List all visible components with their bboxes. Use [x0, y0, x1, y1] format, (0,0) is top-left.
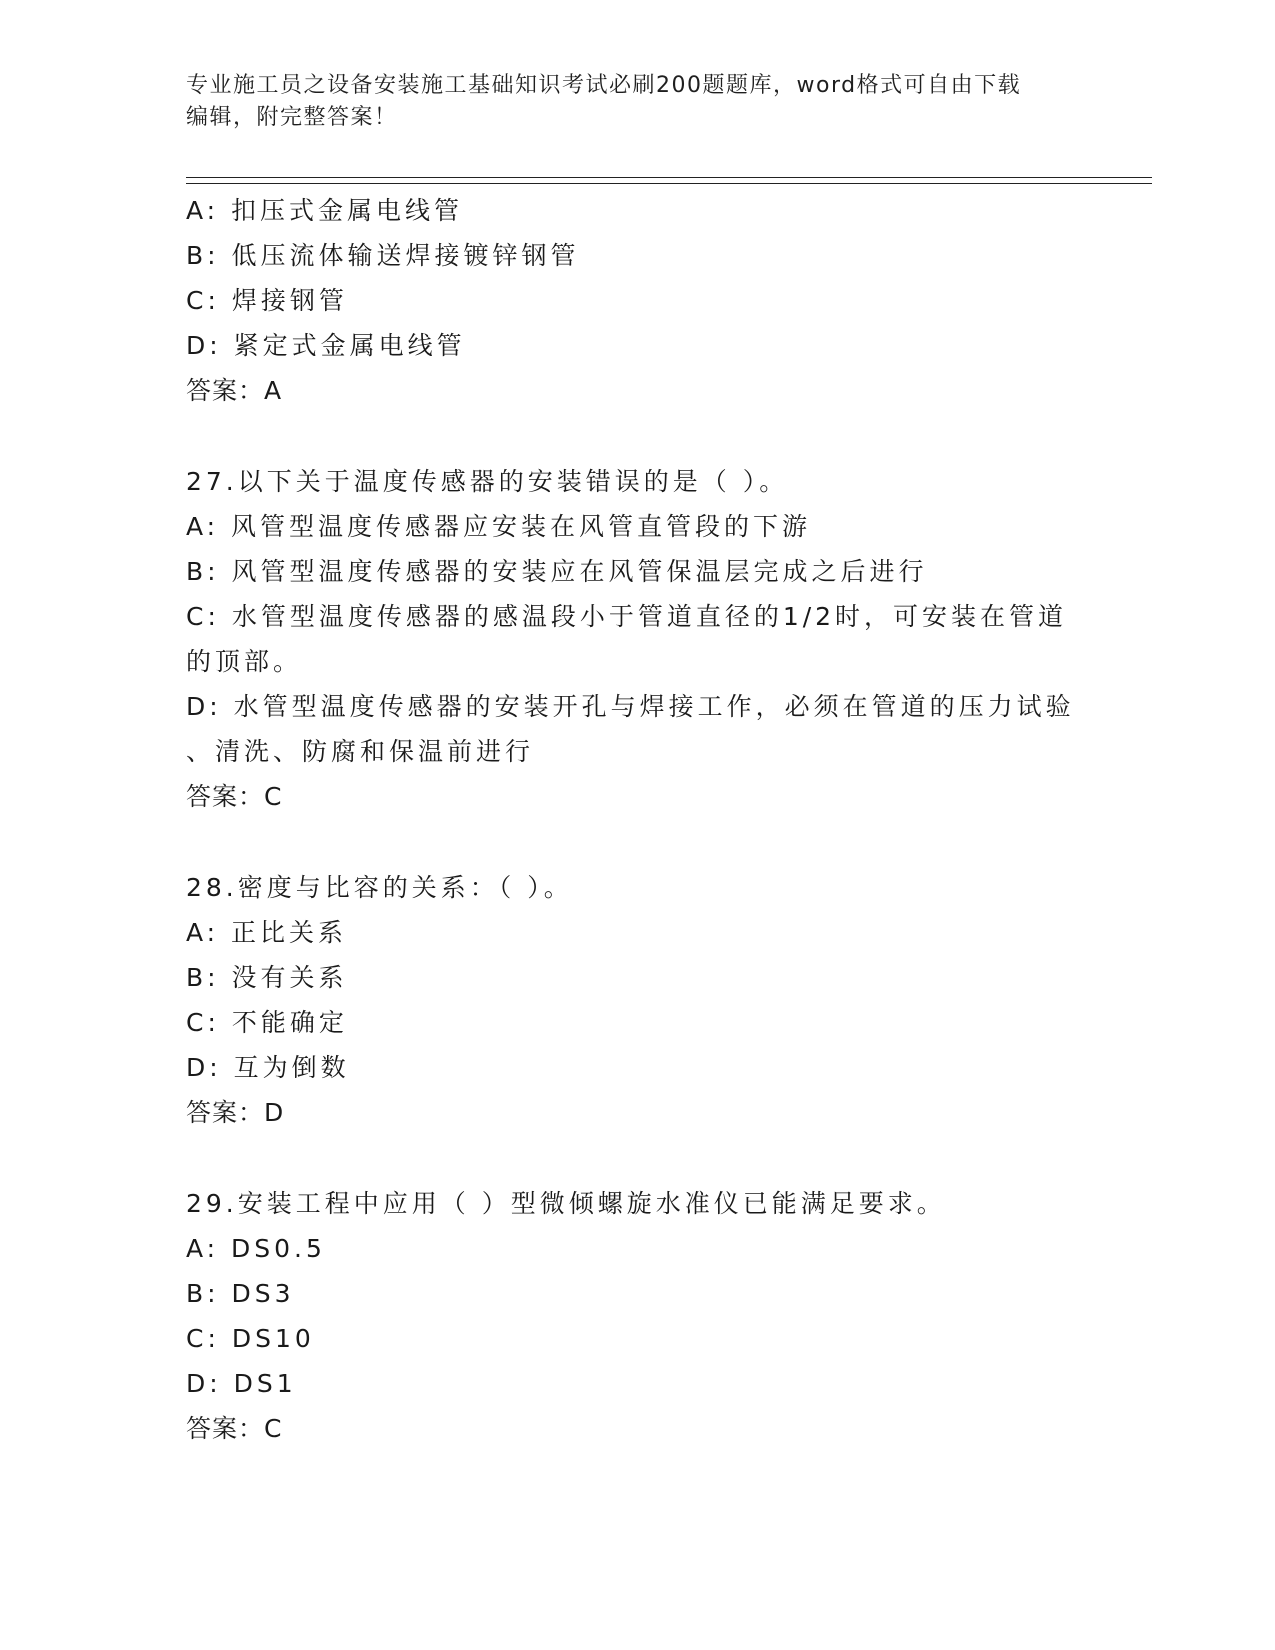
header-line-1: 专业施工员之设备安装施工基础知识考试必刷200题题库，word格式可自由下载 [186, 73, 1022, 98]
option-b: B: 没有关系 [186, 963, 348, 992]
question-28 [186, 865, 1086, 1135]
question-list [186, 188, 1086, 1451]
option-c: C: 焊接钢管 [186, 286, 348, 315]
option-a: A: 风管型温度传感器应安装在风管直管段的下游 [186, 512, 812, 541]
option-c: C: 水管型温度传感器的感温段小于管道直径的1/2时，可安装在管道 [186, 602, 1068, 631]
question-27 [186, 459, 1086, 819]
answer: 答案：A [186, 376, 283, 405]
option-d: D: 水管型温度传感器的安装开孔与焊接工作，必须在管道的压力试验 [186, 692, 1075, 721]
option-d-continued: 、清洗、防腐和保温前进行 [186, 737, 535, 766]
option-c: C: DS10 [186, 1324, 315, 1353]
header-divider-top [186, 177, 1152, 178]
document-header [186, 70, 1086, 134]
option-d: D: 互为倒数 [186, 1053, 350, 1082]
option-d: D: 紧定式金属电线管 [186, 331, 466, 360]
option-c: C: 不能确定 [186, 1008, 348, 1037]
header-line-2: 编辑，附完整答案！ [186, 105, 398, 130]
answer: 答案：D [186, 1098, 285, 1127]
option-a: A: 扣压式金属电线管 [186, 196, 464, 225]
question-stem: 28.密度与比容的关系：（ ）。 [186, 873, 573, 902]
answer: 答案：C [186, 782, 283, 811]
option-c-continued: 的顶部。 [186, 647, 303, 676]
option-b: B: DS3 [186, 1279, 295, 1308]
answer: 答案：C [186, 1414, 283, 1443]
question-29 [186, 1181, 1086, 1451]
question-stem: 29.安装工程中应用（ ）型微倾螺旋水准仪已能满足要求。 [186, 1189, 946, 1218]
option-d: D: DS1 [186, 1369, 297, 1398]
option-b: B: 风管型温度传感器的安装应在风管保温层完成之后进行 [186, 557, 928, 586]
option-a: A: 正比关系 [186, 918, 348, 947]
option-a: A: DS0.5 [186, 1234, 326, 1263]
question-stem: 27.以下关于温度传感器的安装错误的是（ ）。 [186, 467, 789, 496]
question-26 [186, 188, 1086, 413]
header-divider-bottom [186, 183, 1152, 184]
option-b: B: 低压流体输送焊接镀锌钢管 [186, 241, 580, 270]
